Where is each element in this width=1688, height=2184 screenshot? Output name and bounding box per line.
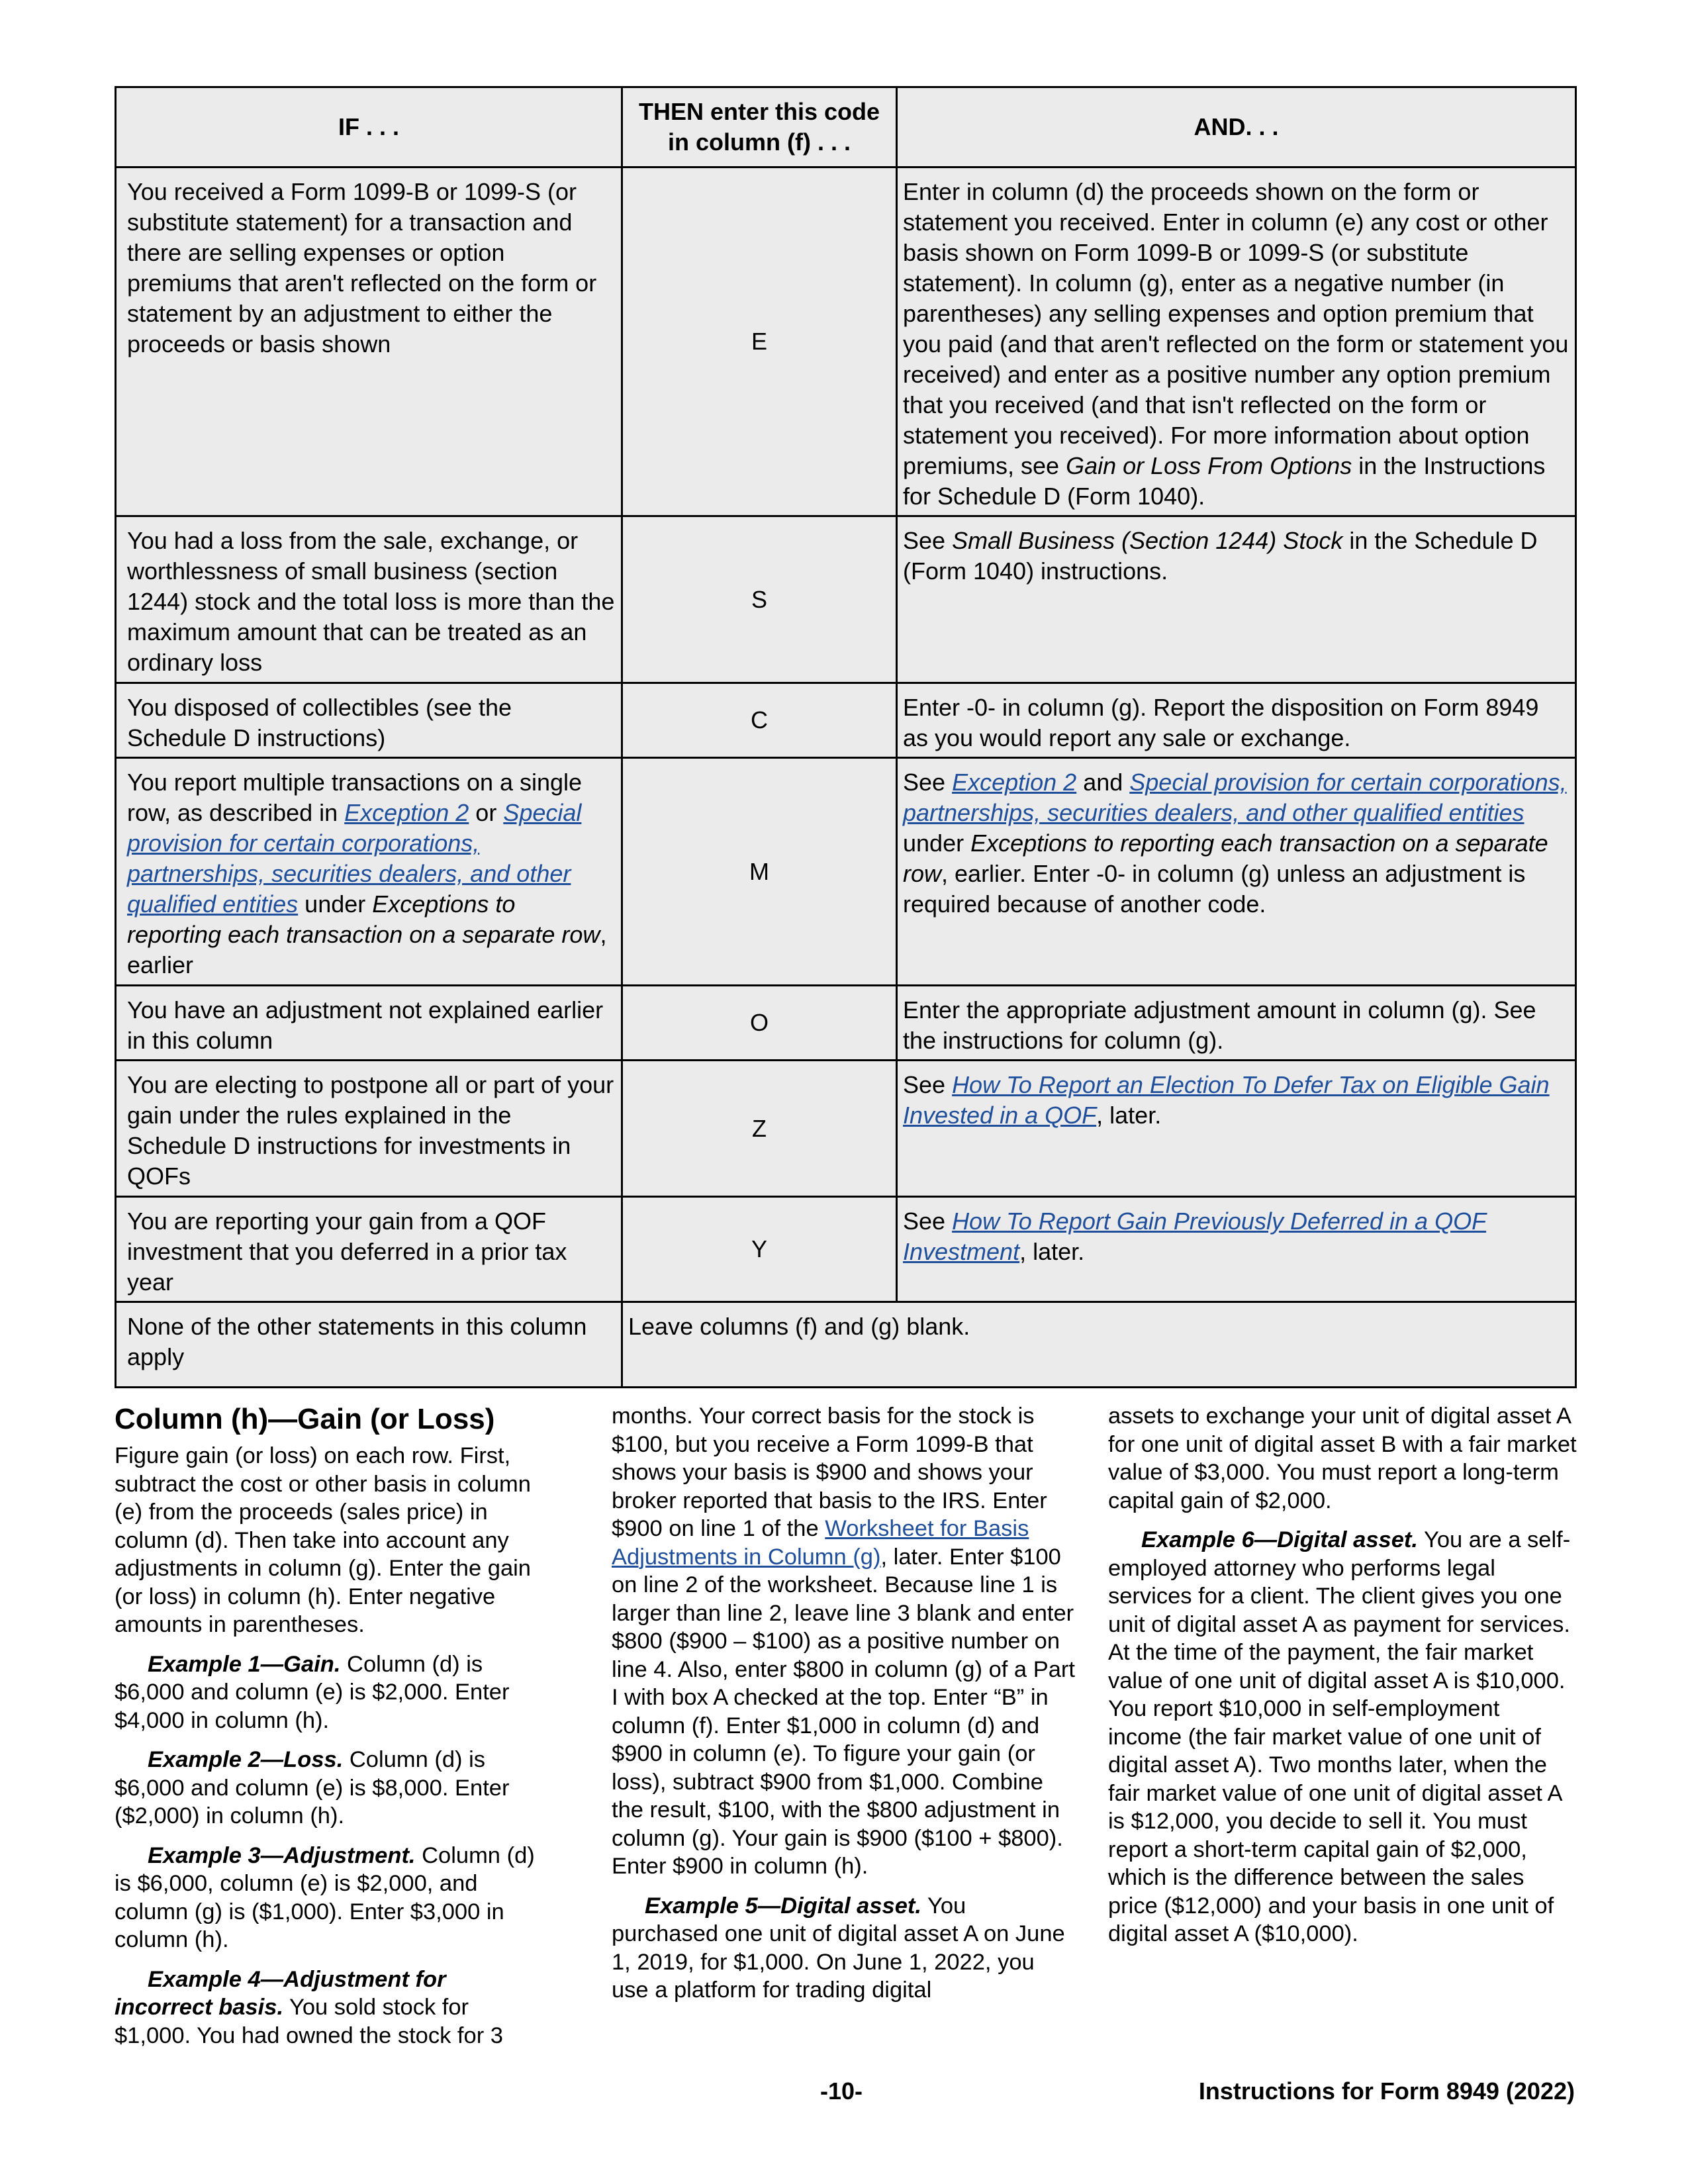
header-then-line1: THEN enter this code xyxy=(638,98,880,125)
table-row xyxy=(116,167,1576,516)
and-text-end: in the Schedule D (Form 1040) instructions. xyxy=(903,527,1538,585)
row-code: S xyxy=(622,516,897,683)
example-5-text: You purchased one unit of digital asset A on June 1, 2019, for $1,000. On June 1, 2022, you use a platform for trading digital xyxy=(612,1893,1065,2003)
example-1-text: Column (d) is $6,000 and column (e) is $2,000. Enter $4,000 in column (h). xyxy=(115,1651,510,1733)
row-and-text: Enter the appropriate adjustment amount in column (g). See the instructions for column (g). xyxy=(897,986,1576,1061)
code-table xyxy=(115,86,1577,1388)
document-title: Instructions for Form 8949 (2022) xyxy=(1198,2077,1575,2105)
row-if-text: You disposed of collectibles (see the Schedule D instructions) xyxy=(116,683,622,758)
row-and-text xyxy=(897,1197,1576,1302)
table-row xyxy=(116,1061,1576,1197)
gain-previously-deferred-link[interactable]: How To Report Gain Previously Deferred in a QOF Investment xyxy=(903,1208,1487,1265)
example-4-text-continued: months. Your correct basis for the stock is $100, but you receive a Form 1099-B that shows your basis is $900 and shows your broker reported that basis to the IRS. Enter $900 on line 1 of the xyxy=(612,1403,1047,1541)
special-provision-link[interactable]: Special provision for certain corporations, partnerships, securities dealers, and other qualified entities xyxy=(127,799,582,918)
exception-2-link[interactable]: Exception 2 xyxy=(952,769,1077,796)
header-then xyxy=(622,87,897,167)
row-code: Z xyxy=(622,1061,897,1197)
example-4-title: Example 4—Adjustment for incorrect basis. xyxy=(115,1966,446,2020)
and-under: under xyxy=(903,830,971,857)
header-if: IF . . . xyxy=(116,87,622,167)
row-code: Y xyxy=(622,1197,897,1302)
table-row xyxy=(116,1197,1576,1302)
row-if-text: You are reporting your gain from a QOF investment that you deferred in a prior tax year xyxy=(116,1197,622,1302)
and-italic: Gain or Loss From Options xyxy=(1066,452,1352,479)
example-4-continued xyxy=(612,1402,1075,1881)
example-6-title: Example 6—Digital asset. xyxy=(1141,1527,1419,1552)
row-if-text: You are electing to postpone all or part of your gain under the rules explained in the Schedule D instructions for investments in QOFs xyxy=(116,1061,622,1197)
and-text-end: , later. xyxy=(1019,1238,1085,1265)
text-column-2 xyxy=(612,1402,1075,2005)
example-5 xyxy=(612,1892,1075,2005)
and-text: See xyxy=(903,769,953,796)
example-6-text: You are a self-employed attorney who performs legal services for a client. The client gives you one unit of digital asset A as payment for services. At the time of the payment, the fair market value of one unit of digital asset A is $10,000. You report $10,000 in self-employment income (the fair market value of one unit of digital asset A). Two months later, when the fair market value of one unit of digital asset A is $12,000, you decide to sell it. You must report a short-term capital gain of $2,000, which is the difference between the sales price ($12,000) and your basis in one unit of digital asset A ($10,000). xyxy=(1108,1527,1571,1946)
row-if-text: You received a Form 1099-B or 1099-S (or substitute statement) for a transaction and there are selling expenses or option premiums that aren't reflected on the form or statement by an adjustment to either the proceeds or basis shown xyxy=(116,167,622,516)
row-and-text xyxy=(897,1061,1576,1197)
row-if-text: You had a loss from the sale, exchange, or worthlessness of small business (section 1244) stock and the total loss is more than the maximum amount that can be treated as an ordinary loss xyxy=(116,516,622,683)
row-then-and-text: Leave columns (f) and (g) blank. xyxy=(622,1302,1576,1388)
table-row xyxy=(116,986,1576,1061)
text-column-1 xyxy=(115,1402,538,2050)
if-italic: Exceptions to reporting each transaction on a separate row xyxy=(127,890,600,948)
and-text: Enter in column (d) the proceeds shown on the form or statement you received. Enter in column (e) any cost or other basis shown on Form 1099-B or 1099-S (or substitute statement). In column (g), enter as a negative number (in parentheses) any selling expenses and option premium that you paid (and that aren't reflected on the form or statement you received) and enter as a positive number any option premium that you received (and that isn't reflected on the form or statement you received). For more information about option premiums, see xyxy=(903,178,1569,479)
example-5-title: Example 5—Digital asset. xyxy=(645,1893,922,1919)
row-and-text xyxy=(897,167,1576,516)
example-2 xyxy=(115,1746,538,1830)
table-row xyxy=(116,758,1576,986)
if-text-end: , earlier xyxy=(127,921,607,978)
example-3-title: Example 3—Adjustment. xyxy=(148,1842,416,1868)
row-if-text: You have an adjustment not explained earlier in this column xyxy=(116,986,622,1061)
if-text: You report multiple transactions on a single row, as described in xyxy=(127,769,583,826)
and-italic: Exceptions to reporting each transaction on a separate row xyxy=(903,830,1548,887)
row-code: E xyxy=(622,167,897,516)
example-1-title: Example 1—Gain. xyxy=(148,1651,341,1677)
table-row xyxy=(116,516,1576,683)
special-provision-link[interactable]: Special provision for certain corporations, partnerships, securities dealers, and other qualified entities xyxy=(903,769,1567,826)
example-4-text-part1: You sold stock for $1,000. You had owned the stock for 3 xyxy=(115,1995,503,2048)
example-4-text-part2: , later. Enter $100 on line 2 of the worksheet. Because line 1 is larger than line 2, leave line 3 blank and enter $800 ($900 – $100) as a positive number on line 4. Also, enter $800 in column (g) of a Part I with box A checked at the top. Enter “B” in column (f). Enter $1,000 in column (d) and $900 in column (e). To figure your gain (or loss), subtract $900 from $1,000. Combine the result, $100, with the $800 adjustment in column (g). Your gain is $900 ($100 + $800). Enter $900 in column (h). xyxy=(612,1544,1075,1879)
example-6 xyxy=(1108,1526,1577,1948)
and-conj: and xyxy=(1076,769,1130,796)
and-italic: Small Business (Section 1244) Stock xyxy=(952,527,1343,554)
and-text: See xyxy=(903,1071,953,1098)
row-and-text: Enter -0- in column (g). Report the disposition on Form 8949 as you would report any sale or exchange. xyxy=(897,683,1576,758)
section-heading: Column (h)—Gain (or Loss) xyxy=(115,1403,495,1435)
row-code: O xyxy=(622,986,897,1061)
table-row xyxy=(116,683,1576,758)
worksheet-basis-adjustments-link[interactable]: Worksheet for Basis Adjustments in Column (g) xyxy=(612,1516,1029,1570)
table-header-row xyxy=(116,87,1576,167)
example-2-title: Example 2—Loss. xyxy=(148,1747,344,1772)
page-number: -10- xyxy=(820,2077,863,2105)
example-5-continued xyxy=(1108,1402,1577,1515)
example-1 xyxy=(115,1650,538,1735)
row-code: C xyxy=(622,683,897,758)
intro-paragraph: Figure gain (or loss) on each row. First, subtract the cost or other basis in column (e) from the proceeds (sales price) in column (d). Then take into account any adjustments in column (g). Enter the gain (or loss) in column (h). Enter negative amounts in parentheses. xyxy=(115,1443,531,1637)
example-3-text: Column (d) is $6,000, column (e) is $2,000, and column (g) is ($1,000). Enter $3,000 in column (h). xyxy=(115,1842,535,1952)
example-4-start xyxy=(115,1966,538,2050)
and-text: See xyxy=(903,527,953,554)
and-text: See xyxy=(903,1208,953,1235)
table-row xyxy=(116,1302,1576,1388)
text-column-3 xyxy=(1108,1402,1577,1948)
and-text-end: , earlier. Enter -0- in column (g) unless an adjustment is required because of another code. xyxy=(903,860,1526,918)
election-defer-qof-link[interactable]: How To Report an Election To Defer Tax on Eligible Gain Invested in a QOF xyxy=(903,1071,1550,1129)
row-and-text xyxy=(897,758,1576,986)
header-then-line2: in column (f) . . . xyxy=(668,128,851,156)
row-code: M xyxy=(622,758,897,986)
and-text-end: in the Instructions for Schedule D (Form 1040). xyxy=(903,452,1546,510)
example-3 xyxy=(115,1842,538,1954)
if-under: under xyxy=(298,890,373,918)
row-and-text xyxy=(897,516,1576,683)
header-and: AND. . . xyxy=(897,87,1576,167)
row-if-text xyxy=(116,758,622,986)
row-if-text: None of the other statements in this column apply xyxy=(116,1302,622,1388)
and-text-end: , later. xyxy=(1096,1102,1162,1129)
exception-2-link[interactable]: Exception 2 xyxy=(344,799,469,826)
example-2-text: Column (d) is $6,000 and column (e) is $8,000. Enter ($2,000) in column (h). xyxy=(115,1747,510,1828)
example-5-text-continued: assets to exchange your unit of digital asset A for one unit of digital asset B with a fair market value of $3,000. You must report a long-term capital gain of $2,000. xyxy=(1108,1403,1577,1513)
if-or: or xyxy=(469,799,504,826)
